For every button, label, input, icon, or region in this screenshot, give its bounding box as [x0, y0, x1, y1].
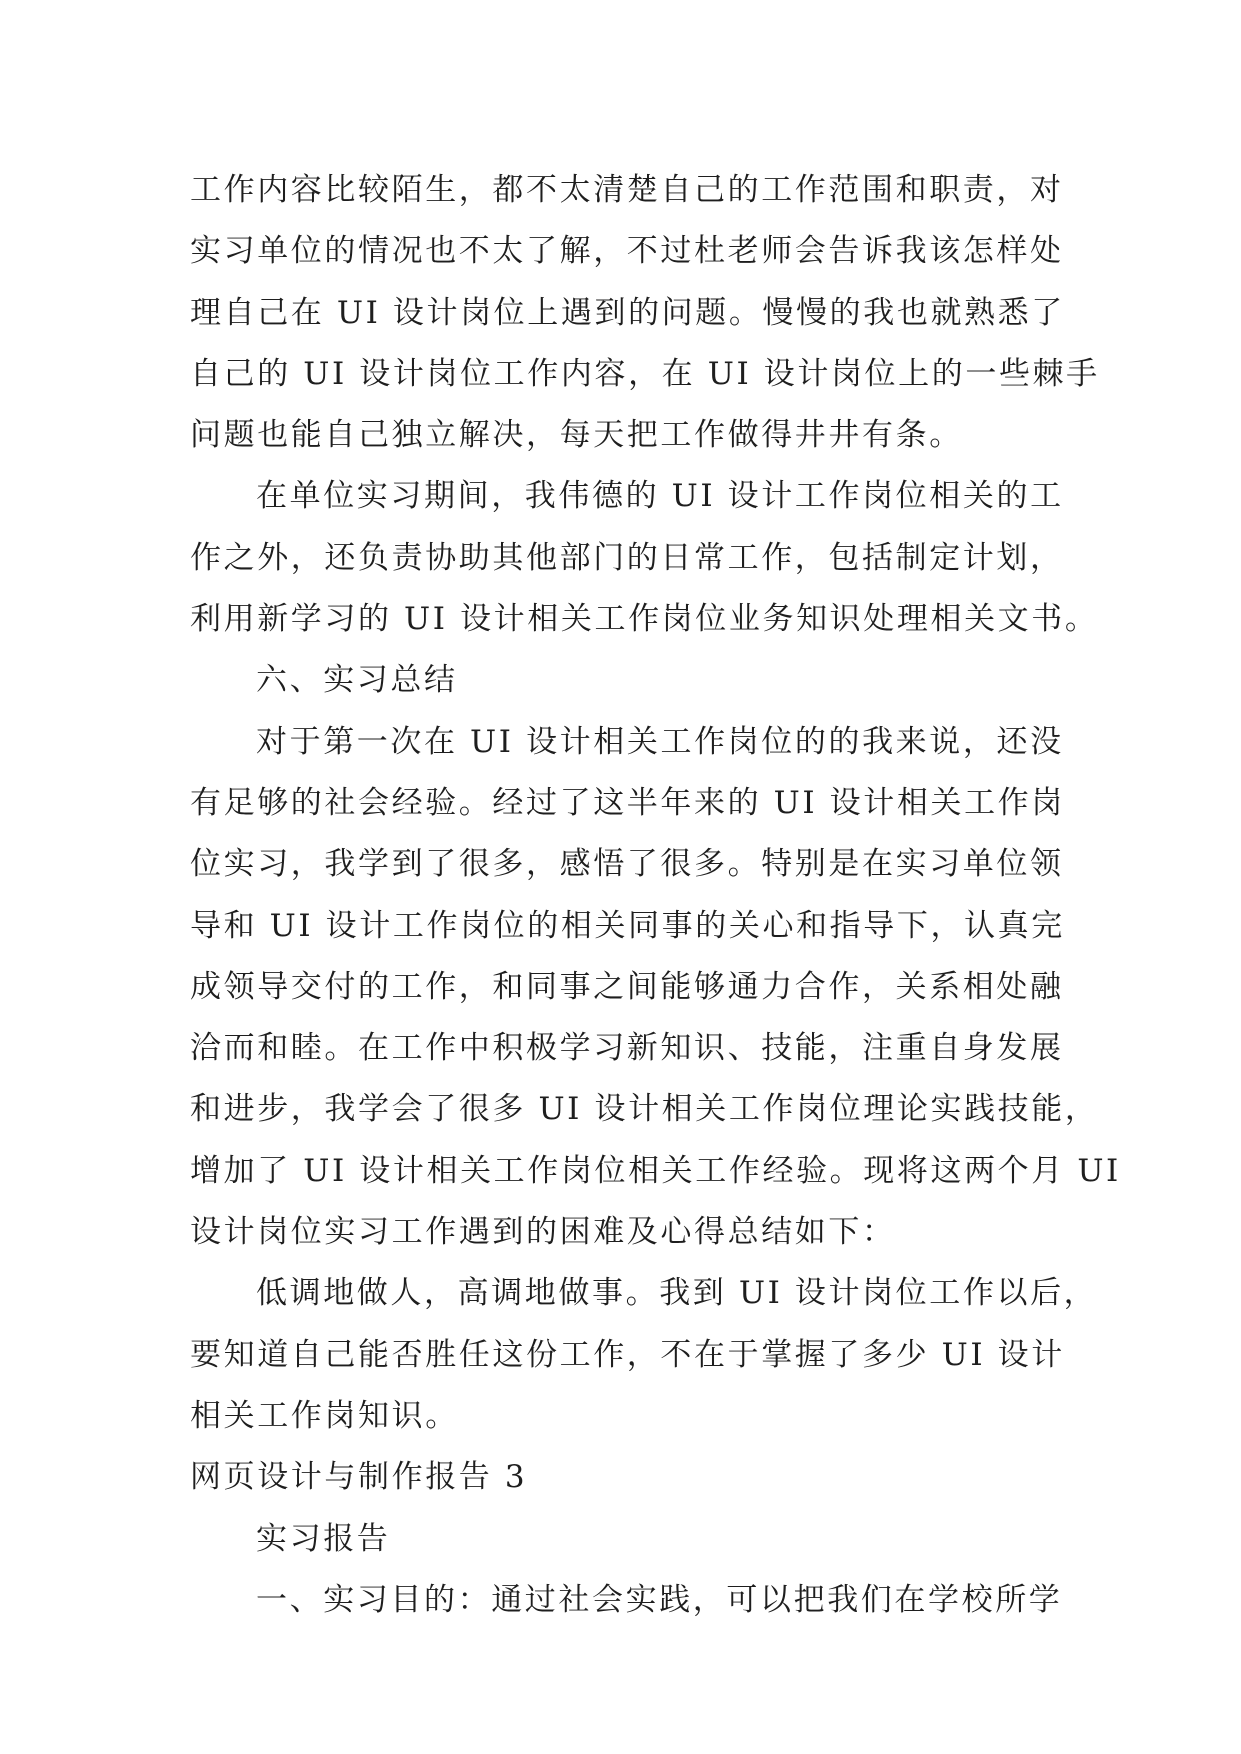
section-heading: 实习报告 — [256, 1520, 391, 1557]
paragraph-start-line: 低调地做人，高调地做事。我到 UI 设计岗位工作以后， — [256, 1275, 1098, 1312]
text-line: 利用新学习的 UI 设计相关工作岗位业务知识处理相关文书。 — [190, 601, 1099, 638]
paragraph-start-line: 在单位实习期间，我伟德的 UI 设计工作岗位相关的工 — [256, 478, 1064, 515]
section-heading: 六、实习总结 — [256, 662, 458, 699]
text-line: 成领导交付的工作，和同事之间能够通力合作，关系相处融 — [190, 968, 1064, 1005]
text-line: 理自己在 UI 设计岗位上遇到的问题。慢慢的我也就熟悉了 — [190, 294, 1065, 331]
text-line: 问题也能自己独立解决，每天把工作做得井井有条。 — [190, 417, 963, 454]
text-line: 相关工作岗知识。 — [190, 1397, 459, 1434]
text-line: 作之外，还负责协助其他部门的日常工作，包括制定计划， — [190, 539, 1064, 576]
document-body — [190, 160, 1121, 1631]
text-line: 洽而和睦。在工作中积极学习新知识、技能，注重自身发展 — [190, 1030, 1064, 1067]
text-line: 增加了 UI 设计相关工作岗位相关工作经验。现将这两个月 UI — [190, 1152, 1121, 1189]
text-line: 要知道自己能否胜任这份工作，不在于掌握了多少 UI 设计 — [190, 1336, 1065, 1373]
text-line: 自己的 UI 设计岗位工作内容，在 UI 设计岗位上的一些棘手 — [190, 355, 1100, 392]
text-line: 设计岗位实习工作遇到的困难及心得总结如下： — [190, 1214, 896, 1251]
text-line: 工作内容比较陌生，都不太清楚自己的工作范围和职责，对 — [190, 172, 1064, 208]
text-line: 位实习，我学到了很多，感悟了很多。特别是在实习单位领 — [190, 846, 1064, 883]
text-line: 有足够的社会经验。经过了这半年来的 UI 设计相关工作岗 — [190, 784, 1065, 821]
paragraph-start-line: 对于第一次在 UI 设计相关工作岗位的的我来说，还没 — [256, 723, 1064, 760]
text-line: 导和 UI 设计工作岗位的相关同事的关心和指导下，认真完 — [190, 907, 1065, 944]
report-title: 网页设计与制作报告 3 — [190, 1459, 528, 1496]
text-line: 和进步，我学会了很多 UI 设计相关工作岗位理论实践技能， — [190, 1091, 1099, 1128]
text-line: 实习单位的情况也不太了解，不过杜老师会告诉我该怎样处 — [190, 233, 1064, 270]
paragraph-start-line: 一、实习目的：通过社会实践，可以把我们在学校所学 — [256, 1581, 1063, 1618]
